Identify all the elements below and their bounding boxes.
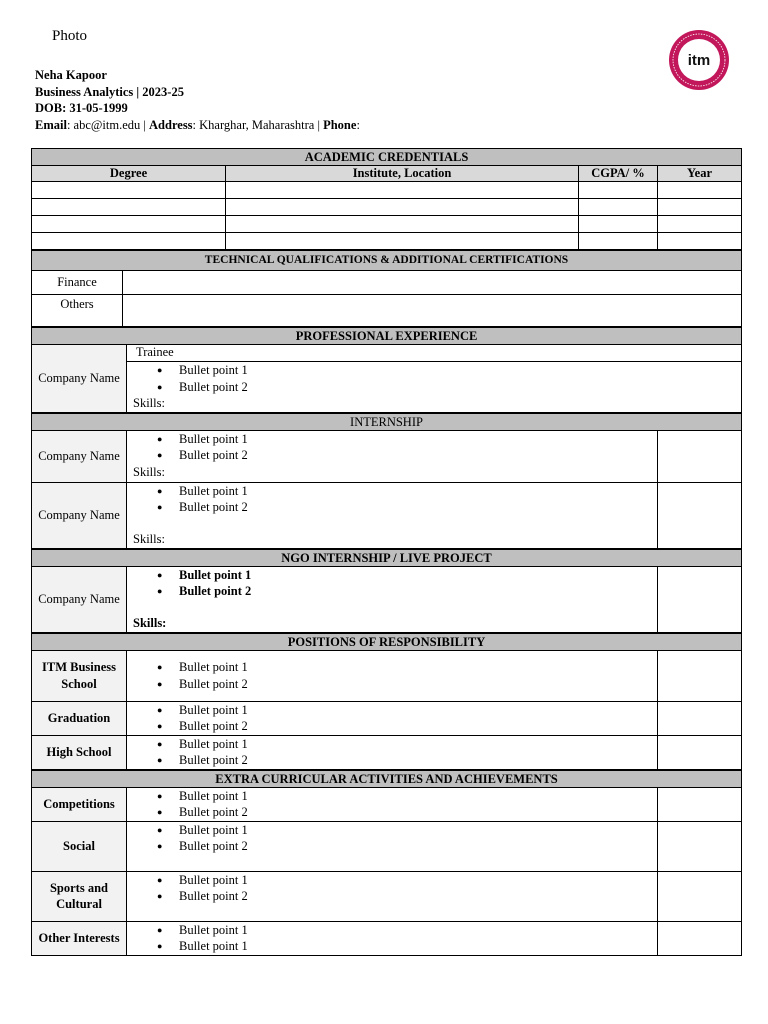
extra-details [127,787,658,821]
por-year-cell[interactable] [658,650,742,701]
bullet-point: ● Bullet point 1 [133,822,657,839]
bullet-point: ● Bullet point 1 [133,431,657,448]
bullet-point: ● Bullet point 2 [133,379,741,396]
por-label: ITM Business School [32,650,127,701]
skills-label: Skills: [133,464,165,479]
ngo-details [127,566,658,632]
email-label: Email [35,117,67,132]
professional-role: Trainee [127,345,742,362]
bullet-point: ● Bullet point 1 [133,872,657,889]
extra-details [127,821,658,871]
por-year-cell[interactable] [658,735,742,769]
extra-year-cell[interactable] [658,921,742,955]
internship-table [31,413,742,549]
col-degree: Degree [32,166,226,182]
phone-label: Phone [323,117,357,132]
extra-year-cell[interactable] [658,821,742,871]
academic-table [31,148,742,250]
bullet-point: ● Bullet point 2 [133,447,657,464]
bullet-point: ● Bullet point 1 [133,922,657,939]
bullet-point: ● Bullet point 1 [133,362,741,379]
por-details [127,701,658,735]
skills-label: Skills: [133,616,167,630]
bullet-point: ● Bullet point 1 [133,938,657,955]
candidate-name: Neha Kapoor [35,68,107,82]
resume-table [31,148,741,956]
professional-table [31,327,742,413]
internship-title: INTERNSHIP [32,413,742,430]
extra-table [31,770,742,956]
internship-duration-cell[interactable] [658,430,742,482]
extra-year-cell[interactable] [658,787,742,821]
extra-details [127,871,658,921]
bullet-point: ● Bullet point 2 [133,804,657,821]
extra-label: Competitions [32,787,127,821]
bullet-point: ● Bullet point 2 [133,718,657,735]
bullet-point: ● Bullet point 2 [133,583,657,600]
bullet-point: ● Bullet point 2 [133,676,657,693]
col-institute: Institute, Location [226,166,579,182]
tech-label-finance: Finance [32,271,123,295]
extra-details [127,921,658,955]
skills-label: Skills: [133,532,165,546]
internship-company: Company Name [32,482,127,548]
bullet-point: ● Bullet point 1 [133,483,657,500]
candidate-header [35,67,360,133]
extra-label: Social [32,821,127,871]
bullet-point: ● Bullet point 1 [133,788,657,805]
academic-row[interactable] [32,199,742,216]
por-label: High School [32,735,127,769]
internship-details [127,482,658,548]
bullet-point: ● Bullet point 1 [133,702,657,719]
por-title: POSITIONS OF RESPONSIBILITY [32,633,742,650]
address-label: Address [149,117,193,132]
ngo-company: Company Name [32,566,127,632]
internship-duration-cell[interactable] [658,482,742,548]
academic-title: ACADEMIC CREDENTIALS [32,149,742,166]
internship-details [127,430,658,482]
itm-logo [668,29,730,91]
professional-company: Company Name [32,345,127,413]
logo-text: itm [687,52,711,69]
phone-value: : [356,117,360,132]
por-label: Graduation [32,701,127,735]
bullet-point: ● Bullet point 1 [133,567,657,584]
bullet-point: ● Bullet point 1 [133,659,657,676]
professional-title: PROFESSIONAL EXPERIENCE [32,328,742,345]
ngo-title: NGO INTERNSHIP / LIVE PROJECT [32,549,742,566]
contact-line [35,117,360,134]
tech-label-others: Others [32,295,123,327]
email-value: : abc@itm.edu | [66,117,150,132]
col-year: Year [658,166,742,182]
por-details [127,650,658,701]
bullet-point: ● Bullet point 1 [133,736,657,753]
bullet-point: ● Bullet point 2 [133,888,657,905]
por-details [127,735,658,769]
technical-title: TECHNICAL QUALIFICATIONS & ADDITIONAL CERTIFICATIONS [32,251,742,271]
bullet-point: ● Bullet point 2 [133,838,657,855]
ngo-duration-cell[interactable] [658,566,742,632]
extra-label: Sports and Cultural [32,871,127,921]
col-cgpa: CGPA/ % [579,166,658,182]
extra-title: EXTRA CURRICULAR ACTIVITIES AND ACHIEVEMENTS [32,770,742,787]
ngo-table [31,549,742,633]
candidate-program: Business Analytics | 2023-25 [35,84,184,99]
photo-placeholder: Photo [52,28,88,44]
tech-value-others[interactable] [123,295,742,327]
tech-value-finance[interactable] [123,271,742,295]
address-value: : Kharghar, Maharashtra | [192,117,324,132]
skills-label: Skills: [133,396,165,410]
bullet-point: ● Bullet point 2 [133,752,657,769]
technical-table [31,250,742,327]
academic-row[interactable] [32,233,742,250]
academic-row[interactable] [32,216,742,233]
por-table [31,633,742,770]
academic-row[interactable] [32,182,742,199]
extra-year-cell[interactable] [658,871,742,921]
bullet-point: ● Bullet point 2 [133,499,657,516]
candidate-dob: DOB: 31-05-1999 [35,101,128,115]
por-year-cell[interactable] [658,701,742,735]
extra-label: Other Interests [32,921,127,955]
internship-company: Company Name [32,430,127,482]
professional-details [127,362,742,413]
